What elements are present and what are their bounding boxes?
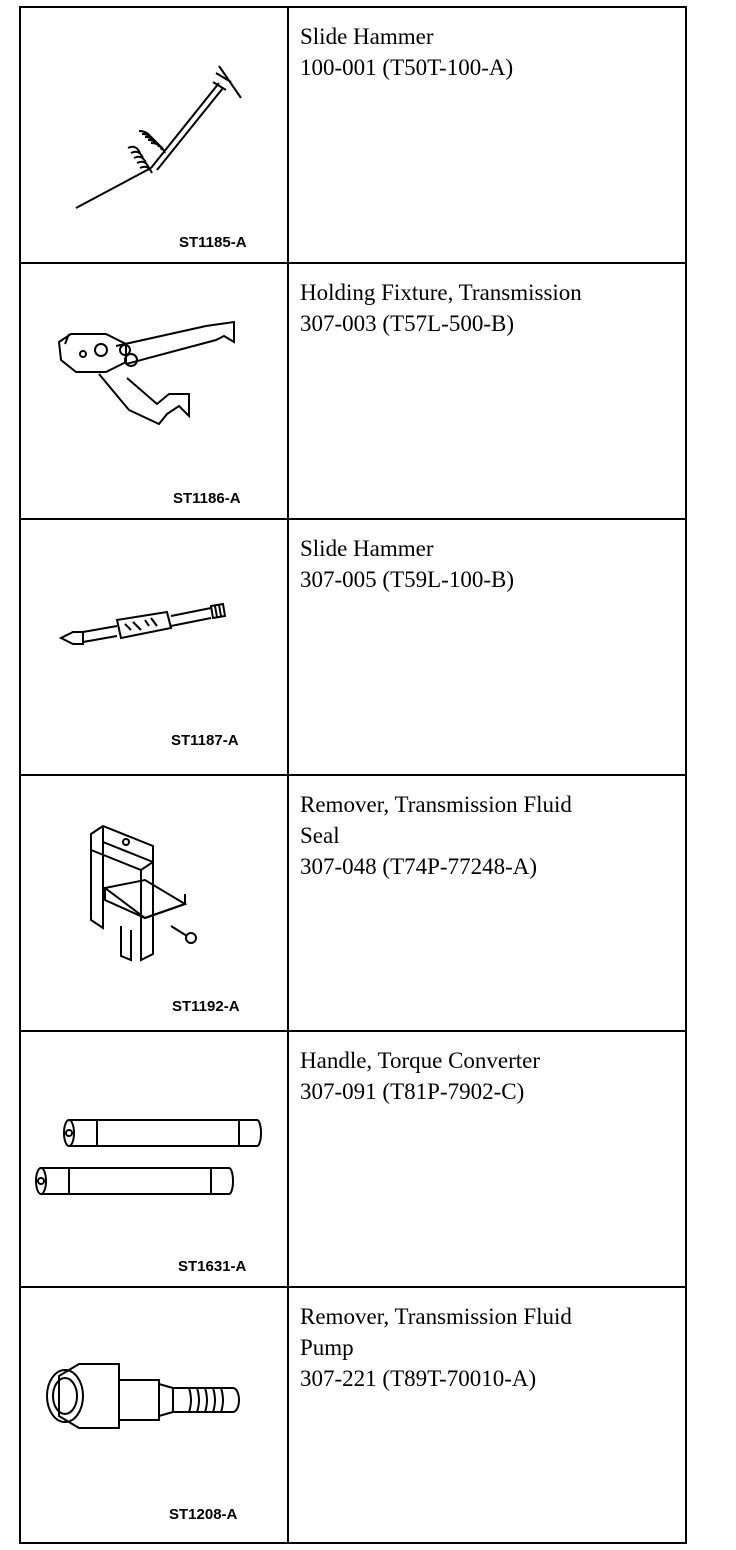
seal-remover-illustration [21,776,287,1032]
tool-number: 100-001 (T50T-100-A) [300,55,514,80]
figure-label: ST1208-A [169,1506,238,1523]
pump-remover-illustration [21,1288,287,1544]
tool-illustration-cell [20,263,288,519]
tool-name: Handle, Torque Converter [300,1048,541,1073]
tool-row [20,775,686,1031]
tool-number: 307-005 (T59L-100-B) [300,567,514,592]
tool-description-cell [288,263,686,519]
tool-illustration-cell [20,7,288,263]
tool-description-cell [288,1031,686,1287]
tool-name: Slide Hammer [300,536,434,561]
figure-label: ST1186-A [173,490,241,507]
tool-row [20,1031,686,1287]
tool-description-cell [288,775,686,1031]
tool-number: 307-221 (T89T-70010-A) [300,1366,537,1391]
tool-name: Slide Hammer [300,24,434,49]
tool-description-cell [288,1287,686,1543]
torque-converter-handle-illustration [21,1032,287,1288]
tool-name-continued: Pump [300,1335,354,1360]
figure-label: ST1187-A [171,732,239,749]
figure-label: ST1631-A [178,1258,247,1275]
slide-hammer-illustration [21,520,287,776]
tool-number: 307-048 (T74P-77248-A) [300,854,537,879]
tool-description-cell [288,7,686,263]
tool-row [20,7,686,263]
tool-name: Holding Fixture, Transmission [300,280,582,305]
tool-name: Remover, Transmission Fluid [300,792,572,817]
tool-name: Remover, Transmission Fluid [300,1304,572,1329]
holding-fixture-illustration [21,264,287,520]
tool-number: 307-003 (T57L-500-B) [300,311,514,336]
tool-illustration-cell [20,1287,288,1543]
tool-row [20,263,686,519]
figure-label: ST1192-A [172,998,240,1015]
tool-row [20,1287,686,1543]
tool-description-cell [288,519,686,775]
figure-label: ST1185-A [179,234,247,251]
tool-name-continued: Seal [300,823,340,848]
tool-illustration-cell [20,519,288,775]
special-tools-table [19,6,687,1544]
tool-illustration-cell [20,1031,288,1287]
tool-illustration-cell [20,775,288,1031]
tool-row [20,519,686,775]
tool-number: 307-091 (T81P-7902-C) [300,1079,525,1104]
slide-hammer-illustration [21,8,287,264]
